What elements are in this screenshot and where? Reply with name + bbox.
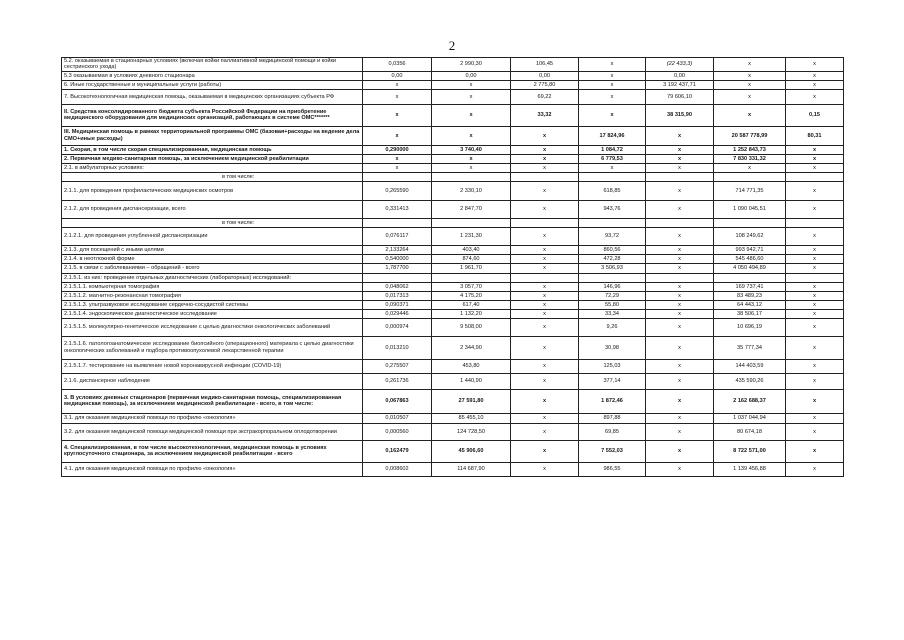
value-cell-6: 80 674,18 [714, 423, 786, 440]
value-cell-6: х [714, 89, 786, 104]
value-cell-3: х [511, 413, 579, 423]
value-cell-6: 10 696,19 [714, 318, 786, 336]
value-cell-1: 0,162479 [363, 440, 432, 462]
value-cell-5: х [646, 373, 714, 389]
value-cell-5: х [646, 163, 714, 172]
value-cell-2: 1 961,70 [432, 263, 511, 273]
value-cell-2: 2 344,90 [432, 336, 511, 359]
value-cell-6: 1 037 044,94 [714, 413, 786, 423]
row-label-cell: 2.1.5.1.6. патологоанатомическое исследование биопсийного (операционного) материала с целью диагностики онкологических заболеваний и подбора противоопухолевой лекарственной терапии [62, 336, 363, 359]
value-cell-2: 1 132,20 [432, 309, 511, 318]
value-cell-6 [714, 218, 786, 227]
value-cell-5: х [646, 389, 714, 413]
table-row [62, 318, 844, 336]
value-cell-4: 7 552,03 [579, 440, 646, 462]
table-row [62, 389, 844, 413]
table-row [62, 245, 844, 254]
value-cell-3: х [511, 163, 579, 172]
value-cell-4: х [579, 104, 646, 126]
value-cell-5: 79 606,10 [646, 89, 714, 104]
row-label-cell: 2.1.4. в неотложной форме [62, 254, 363, 263]
value-cell-6: 1 139 456,88 [714, 462, 786, 476]
value-cell-2: х [432, 104, 511, 126]
value-cell-3: 2 775,80 [511, 80, 579, 89]
value-cell-7: х [786, 163, 844, 172]
value-cell-3: х [511, 254, 579, 263]
value-cell-3: х [511, 309, 579, 318]
value-cell-1 [363, 218, 432, 227]
row-label-cell: 2.1.5.1.2. магнитно-резонансная томография [62, 291, 363, 300]
value-cell-6: 1 252 843,73 [714, 145, 786, 154]
row-label-cell: 6. Иные государственные и муниципальные услуги (работы) [62, 80, 363, 89]
value-cell-6: 108 249,62 [714, 227, 786, 245]
financing-table [61, 57, 844, 477]
value-cell-3: х [511, 227, 579, 245]
value-cell-6: 169 737,41 [714, 282, 786, 291]
value-cell-4: 69,85 [579, 423, 646, 440]
value-cell-4: 17 824,96 [579, 126, 646, 145]
value-cell-1: 0,010507 [363, 413, 432, 423]
value-cell-5: х [646, 254, 714, 263]
value-cell-6: х [714, 163, 786, 172]
row-label-cell: 3.1. для оказания медицинской помощи по профилю «онкология» [62, 413, 363, 423]
table-row [62, 58, 844, 72]
row-label-cell: 4. Специализированная, в том числе высокотехнологичная, медицинская помощь в условиях круглосуточного стационара, за исключением медицинской реабилитации - всего [62, 440, 363, 462]
table-row [62, 218, 844, 227]
value-cell-3: х [511, 263, 579, 273]
value-cell-7: х [786, 282, 844, 291]
value-cell-4: 377,14 [579, 373, 646, 389]
value-cell-3: х [511, 373, 579, 389]
value-cell-2: х [432, 163, 511, 172]
value-cell-1 [363, 273, 432, 282]
value-cell-7: х [786, 440, 844, 462]
value-cell-2: 3 057,70 [432, 282, 511, 291]
table-row [62, 300, 844, 309]
value-cell-4: 897,88 [579, 413, 646, 423]
value-cell-7: х [786, 309, 844, 318]
value-cell-7: х [786, 413, 844, 423]
value-cell-7: х [786, 423, 844, 440]
value-cell-5: х [646, 423, 714, 440]
value-cell-7 [786, 172, 844, 181]
value-cell-5: х [646, 200, 714, 218]
value-cell-4: 125,03 [579, 359, 646, 373]
value-cell-4: 146,96 [579, 282, 646, 291]
value-cell-3: х [511, 145, 579, 154]
row-label-cell: 3.2. для оказания медицинской помощи медицинской помощи при экстракорпоральном оплодотворении [62, 423, 363, 440]
value-cell-5: х [646, 291, 714, 300]
row-label-cell: 2.1.2.1. для проведения углубленной диспансеризации [62, 227, 363, 245]
table-row [62, 359, 844, 373]
row-label-cell: 2.1.5.1.7. тестирование на выявление новой коронавирусной инфекции (COVID-19) [62, 359, 363, 373]
value-cell-3: х [511, 154, 579, 163]
value-cell-2: 2 990,30 [432, 58, 511, 72]
value-cell-3 [511, 218, 579, 227]
row-label-cell: 2.1.1. для проведения профилактических медицинских осмотров [62, 181, 363, 200]
value-cell-6 [714, 172, 786, 181]
value-cell-3 [511, 172, 579, 181]
value-cell-3: х [511, 291, 579, 300]
value-cell-1: 0,290000 [363, 145, 432, 154]
value-cell-7: х [786, 58, 844, 72]
value-cell-4: х [579, 71, 646, 80]
value-cell-4: х [579, 80, 646, 89]
value-cell-4: 618,85 [579, 181, 646, 200]
value-cell-1: 0,029446 [363, 309, 432, 318]
table-row [62, 172, 844, 181]
value-cell-3: х [511, 389, 579, 413]
value-cell-4: 860,56 [579, 245, 646, 254]
row-label-cell: 2.1.5. в связи с заболеваниями – обращений - всего [62, 263, 363, 273]
value-cell-6: 2 162 688,37 [714, 389, 786, 413]
page-number: 2 [448, 38, 456, 53]
table-row [62, 291, 844, 300]
value-cell-5: х [646, 181, 714, 200]
value-cell-6: 993 942,71 [714, 245, 786, 254]
value-cell-2: 27 591,80 [432, 389, 511, 413]
value-cell-7: 0,15 [786, 104, 844, 126]
value-cell-1: 0,0356 [363, 58, 432, 72]
value-cell-2 [432, 172, 511, 181]
value-cell-4: 1 872,46 [579, 389, 646, 413]
table-row [62, 336, 844, 359]
value-cell-7 [786, 218, 844, 227]
table-body [62, 58, 844, 477]
table-row [62, 440, 844, 462]
value-cell-7: х [786, 389, 844, 413]
value-cell-3: 33,32 [511, 104, 579, 126]
value-cell-2: 403,40 [432, 245, 511, 254]
value-cell-6: 38 506,17 [714, 309, 786, 318]
table-row [62, 373, 844, 389]
value-cell-5: 38 315,90 [646, 104, 714, 126]
value-cell-6: 64 443,12 [714, 300, 786, 309]
value-cell-7: х [786, 71, 844, 80]
table-row [62, 462, 844, 476]
value-cell-4 [579, 273, 646, 282]
value-cell-5: х [646, 126, 714, 145]
value-cell-1: 2,133264 [363, 245, 432, 254]
value-cell-6: 83 489,23 [714, 291, 786, 300]
value-cell-7: х [786, 336, 844, 359]
value-cell-6: 714 771,35 [714, 181, 786, 200]
value-cell-2: 453,80 [432, 359, 511, 373]
value-cell-2: 0,00 [432, 71, 511, 80]
value-cell-3: х [511, 181, 579, 200]
value-cell-3: х [511, 126, 579, 145]
row-label-cell: 4.1. для оказания медицинской помощи по профилю «онкология» [62, 462, 363, 476]
value-cell-5: х [646, 227, 714, 245]
value-cell-3: х [511, 200, 579, 218]
value-cell-5: х [646, 309, 714, 318]
value-cell-2: х [432, 154, 511, 163]
value-cell-2: х [432, 126, 511, 145]
value-cell-7: 80,31 [786, 126, 844, 145]
table-row [62, 104, 844, 126]
value-cell-5: 3 192 437,71 [646, 80, 714, 89]
value-cell-7: х [786, 200, 844, 218]
value-cell-7: х [786, 145, 844, 154]
value-cell-5: х [646, 318, 714, 336]
value-cell-5 [646, 218, 714, 227]
value-cell-2: 874,60 [432, 254, 511, 263]
value-cell-7: х [786, 245, 844, 254]
value-cell-2: 3 740,40 [432, 145, 511, 154]
value-cell-4: 30,98 [579, 336, 646, 359]
value-cell-6: 8 722 571,00 [714, 440, 786, 462]
table-row [62, 126, 844, 145]
value-cell-4: х [579, 89, 646, 104]
value-cell-7: х [786, 263, 844, 273]
row-label-cell: 2.1.5.1.1. компьютерная томография [62, 282, 363, 291]
value-cell-2 [432, 218, 511, 227]
value-cell-1: х [363, 89, 432, 104]
value-cell-6: 1 090 045,51 [714, 200, 786, 218]
value-cell-2: 1 231,30 [432, 227, 511, 245]
row-label-cell: в том числе: [62, 172, 363, 181]
row-label-cell: 2.1.5.1.5. молекулярно-генетическое исследование с целью диагностики онкологических заболеваний [62, 318, 363, 336]
value-cell-3: х [511, 440, 579, 462]
value-cell-6: х [714, 80, 786, 89]
value-cell-7: х [786, 300, 844, 309]
value-cell-1: 0,017313 [363, 291, 432, 300]
value-cell-6: х [714, 71, 786, 80]
value-cell-6: 545 486,60 [714, 254, 786, 263]
value-cell-3: 0,00 [511, 71, 579, 80]
value-cell-5 [646, 172, 714, 181]
value-cell-6: 7 830 331,32 [714, 154, 786, 163]
value-cell-1: х [363, 154, 432, 163]
table-row [62, 254, 844, 263]
table-row [62, 273, 844, 282]
value-cell-6: 35 777,34 [714, 336, 786, 359]
value-cell-4: 986,55 [579, 462, 646, 476]
value-cell-3: 106,45 [511, 58, 579, 72]
value-cell-5: х [646, 154, 714, 163]
value-cell-5: 0,00 [646, 71, 714, 80]
value-cell-2: 1 440,90 [432, 373, 511, 389]
value-cell-1: 0,275507 [363, 359, 432, 373]
value-cell-7: х [786, 154, 844, 163]
value-cell-3 [511, 273, 579, 282]
value-cell-5: х [646, 145, 714, 154]
value-cell-4: х [579, 163, 646, 172]
value-cell-4: х [579, 58, 646, 72]
value-cell-7: х [786, 181, 844, 200]
value-cell-1: 0,008602 [363, 462, 432, 476]
table-row [62, 423, 844, 440]
value-cell-1: 0,013210 [363, 336, 432, 359]
table-row [62, 263, 844, 273]
row-label-cell: 2.1.2. для проведения диспансеризации, всего [62, 200, 363, 218]
row-label-cell: в том числе: [62, 218, 363, 227]
row-label-cell: 5.3 оказываемая в условиях дневного стационара [62, 71, 363, 80]
value-cell-4: 6 779,53 [579, 154, 646, 163]
value-cell-5: х [646, 359, 714, 373]
value-cell-1: х [363, 80, 432, 89]
value-cell-5: х [646, 462, 714, 476]
table-row [62, 89, 844, 104]
value-cell-2: х [432, 89, 511, 104]
row-label-cell: 5.2. оказываемая в стационарных условиях (включая койки паллиативной медицинской помощи и койки сестринского ухода) [62, 58, 363, 72]
value-cell-4: 9,26 [579, 318, 646, 336]
value-cell-7: х [786, 80, 844, 89]
value-cell-1: 0,540000 [363, 254, 432, 263]
value-cell-1: 0,000560 [363, 423, 432, 440]
value-cell-1 [363, 172, 432, 181]
value-cell-3: х [511, 282, 579, 291]
value-cell-4: 93,72 [579, 227, 646, 245]
table-row [62, 413, 844, 423]
value-cell-5: х [646, 336, 714, 359]
value-cell-1: х [363, 163, 432, 172]
row-label-cell: 2. Первичная медико-санитарная помощь, за исключением медицинской реабилитации [62, 154, 363, 163]
value-cell-4: 472,28 [579, 254, 646, 263]
value-cell-1: х [363, 126, 432, 145]
row-label-cell: II. Средства консолидированного бюджета субъекта Российской Федерации на приобретение медицинского оборудования для медицинских организаций, работающих в системе ОМС******* [62, 104, 363, 126]
value-cell-3: х [511, 423, 579, 440]
value-cell-7: х [786, 254, 844, 263]
value-cell-3: х [511, 300, 579, 309]
value-cell-2: 617,40 [432, 300, 511, 309]
value-cell-5: х [646, 300, 714, 309]
value-cell-7: х [786, 373, 844, 389]
table-row [62, 145, 844, 154]
value-cell-3: х [511, 245, 579, 254]
value-cell-4: 1 084,72 [579, 145, 646, 154]
value-cell-4 [579, 172, 646, 181]
value-cell-2: 2 847,70 [432, 200, 511, 218]
value-cell-1: 0,000974 [363, 318, 432, 336]
row-label-cell: 2.1. в амбулаторных условиях: [62, 163, 363, 172]
value-cell-4: 3 506,93 [579, 263, 646, 273]
value-cell-5: х [646, 282, 714, 291]
value-cell-2: 85 455,10 [432, 413, 511, 423]
table-row [62, 200, 844, 218]
table-row [62, 163, 844, 172]
value-cell-6 [714, 273, 786, 282]
value-cell-7 [786, 273, 844, 282]
value-cell-2: х [432, 80, 511, 89]
value-cell-1: 0,076117 [363, 227, 432, 245]
value-cell-6: х [714, 58, 786, 72]
value-cell-5: х [646, 245, 714, 254]
value-cell-1: 1,787700 [363, 263, 432, 273]
table-row [62, 80, 844, 89]
row-label-cell: 2.1.5.1. из них: проведение отдельных диагностических (лабораторных) исследований: [62, 273, 363, 282]
value-cell-6: 144 403,59 [714, 359, 786, 373]
table-row [62, 71, 844, 80]
value-cell-1: 0,048062 [363, 282, 432, 291]
value-cell-1: 0,00 [363, 71, 432, 80]
value-cell-2: 124 728,50 [432, 423, 511, 440]
value-cell-7: х [786, 462, 844, 476]
value-cell-2 [432, 273, 511, 282]
value-cell-2: 114 687,90 [432, 462, 511, 476]
table-row [62, 282, 844, 291]
value-cell-5: х [646, 440, 714, 462]
value-cell-5 [646, 273, 714, 282]
value-cell-4: 943,76 [579, 200, 646, 218]
value-cell-6: 20 587 778,99 [714, 126, 786, 145]
row-label-cell: 3. В условиях дневных стационаров (первичная медико-санитарная помощь, специализированная медицинская помощь), за исключением медицинской реабилитации - всего, в том числе: [62, 389, 363, 413]
value-cell-7: х [786, 318, 844, 336]
value-cell-1: 0,265590 [363, 181, 432, 200]
value-cell-1: 0,090371 [363, 300, 432, 309]
row-label-cell: 7. Высокотехнологичная медицинская помощь, оказываемая в медицинских организациях субъекта РФ [62, 89, 363, 104]
value-cell-7: х [786, 291, 844, 300]
value-cell-3: х [511, 318, 579, 336]
row-label-cell: III. Медицинская помощь в рамках территориальной программы ОМС (базовая+расходы на ведение дела СМО+иные расходы) [62, 126, 363, 145]
value-cell-2: 2 330,10 [432, 181, 511, 200]
value-cell-2: 45 906,60 [432, 440, 511, 462]
value-cell-5: х [646, 413, 714, 423]
row-label-cell: 2.1.6. диспансерное наблюдение [62, 373, 363, 389]
value-cell-7: х [786, 89, 844, 104]
value-cell-4: 55,80 [579, 300, 646, 309]
value-cell-2: 4 175,20 [432, 291, 511, 300]
value-cell-4: 72,29 [579, 291, 646, 300]
table-row [62, 309, 844, 318]
value-cell-3: х [511, 462, 579, 476]
value-cell-6: 435 590,26 [714, 373, 786, 389]
row-label-cell: 1. Скорая, в том числе скорая специализированная, медицинская помощь [62, 145, 363, 154]
value-cell-4: 33,34 [579, 309, 646, 318]
value-cell-7: х [786, 227, 844, 245]
value-cell-3: х [511, 336, 579, 359]
value-cell-5: х [646, 263, 714, 273]
value-cell-6: 4 050 494,89 [714, 263, 786, 273]
table-row [62, 227, 844, 245]
table-row [62, 181, 844, 200]
value-cell-1: х [363, 104, 432, 126]
value-cell-4 [579, 218, 646, 227]
value-cell-2: 9 508,00 [432, 318, 511, 336]
value-cell-3: х [511, 359, 579, 373]
value-cell-1: 0,261736 [363, 373, 432, 389]
value-cell-6: х [714, 104, 786, 126]
value-cell-3: 69,22 [511, 89, 579, 104]
value-cell-5: (22 433,3) [646, 58, 714, 72]
value-cell-7: х [786, 359, 844, 373]
value-cell-1: 0,067863 [363, 389, 432, 413]
table-row [62, 154, 844, 163]
row-label-cell: 2.1.5.1.4. эндоскопическое диагностическое исследование [62, 309, 363, 318]
row-label-cell: 2.1.3. для посещений с иными целями [62, 245, 363, 254]
value-cell-1: 0,331413 [363, 200, 432, 218]
row-label-cell: 2.1.5.1.3. ультразвуковое исследование сердечно-сосудистой системы [62, 300, 363, 309]
